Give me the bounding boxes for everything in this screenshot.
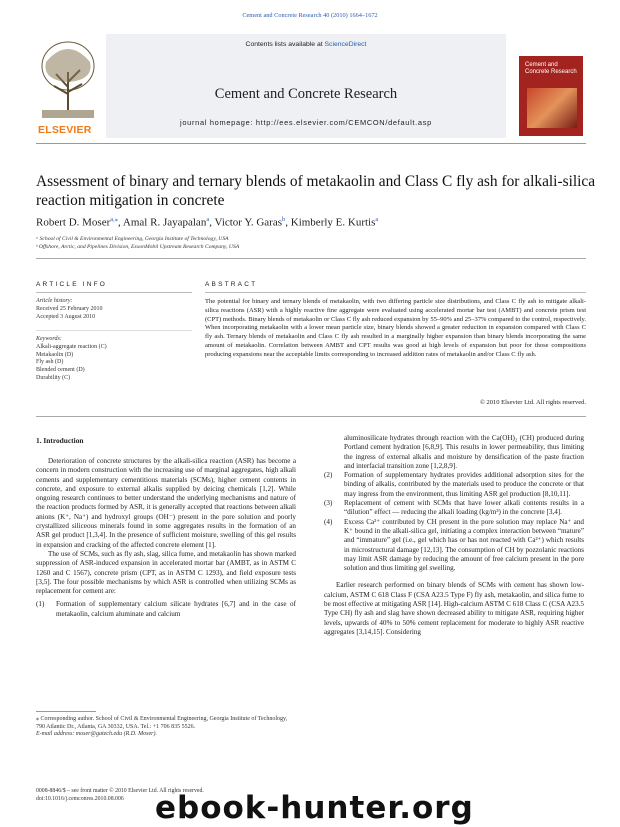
affiliation-b: ᵇ Offshore, Arctic, and Pipelines Division, ExxonMobil Upstream Research Company, USA — [36, 244, 240, 250]
history-label: Article history: — [36, 298, 73, 304]
divider — [36, 330, 192, 331]
list-item — [36, 600, 296, 619]
footnote — [36, 716, 296, 739]
email-address[interactable]: E-mail address: moser@gatech.edu (R.D. Moser). — [36, 731, 157, 738]
author-name: Amal R. Jayapalan — [122, 216, 207, 229]
author-list: Robert D. Moser$^{a,⁎}$, Amal R. Jayapalan$^a$, Victor Y. Garas$^b$, Kimberly E. Kurtis$^a$ — [36, 216, 379, 229]
journal-citation-line[interactable]: Cement and Concrete Research 40 (2010) 1664–1672 — [242, 12, 378, 19]
elsevier-tree-logo — [36, 32, 100, 134]
contents-prefix: Contents lists available at — [245, 41, 325, 48]
author-affiliation-marker[interactable]: b — [282, 216, 286, 223]
doi-link[interactable]: doi:10.1016/j.cemconres.2010.08.006 — [36, 795, 124, 802]
abstract-heading: ABSTRACT — [205, 281, 258, 288]
author-affiliation-marker[interactable]: a — [375, 216, 379, 223]
divider — [205, 292, 586, 293]
journal-title: Cement and Concrete Research — [214, 86, 398, 102]
list-number: (4) — [324, 517, 333, 526]
divider — [36, 416, 586, 417]
list-item — [324, 499, 584, 518]
keyword-item: Alkali-aggregate reaction (C) — [36, 343, 107, 350]
list-text: Formation of supplementary hydrates provides additional adsorption sites for the binding of alkalis, contributed by the materials used to produce the concrete or that may ingress from the environment, thus limiting ASR gel production [8,10,11]. — [344, 471, 584, 498]
sciencedirect-link[interactable]: ScienceDirect — [324, 41, 367, 48]
keywords-label: Keywords: — [36, 336, 62, 342]
list-number: (3) — [324, 499, 333, 508]
footnote-divider — [36, 711, 96, 712]
received-date: Received 25 February 2010 — [36, 305, 103, 312]
list-number: (2) — [324, 471, 333, 480]
article-info-heading: ARTICLE INFO — [36, 281, 108, 288]
accepted-date: Accepted 3 August 2010 — [36, 313, 96, 320]
author-name: Victor Y. Garas — [214, 216, 282, 229]
list-text: Formation of supplementary calcium silicate hydrates [6,7] and in the case of metakaolin, calcium aluminate and calcium — [56, 600, 296, 618]
keyword-item: Metakaolin (D) — [36, 351, 74, 358]
body-column-right — [324, 434, 584, 637]
list-text: Replacement of cement with SCMs that have lower alkali contents results in a “dilution” effect — reducing the alkali loading (kg/m³) in the concrete [3,4]. — [344, 499, 584, 517]
list-item — [324, 518, 584, 574]
list-item-continued — [324, 434, 584, 471]
keyword-item: Durability (C) — [36, 374, 71, 381]
cover-title: Cement and Concrete Research — [525, 62, 577, 75]
body-column-left — [36, 457, 296, 619]
corresponding-author-note: ⁎ Corresponding author. School of Civil & Environmental Engineering, Georgia Institute of Technology, 790 Atlantic Dr., Atlanta, GA 30332, USA. Tel.: +1 706 835 5526. — [36, 716, 288, 730]
watermark: ebook-hunter.org — [155, 790, 474, 826]
list-text: Excess Ca²⁺ contributed by CH present in the pore solution may replace Na⁺ and K⁺ bound in the alkali-silica gel, initiating a complex interaction between “mature” and “immature” gel (i.e., gel which has or has not reacted with Ca²⁺) which results in microstructural damage [12,13]. The consumption of CH by pozzolanic reactions may limit ASR damage by reducing the amount of free calcium present in the pore solution and thus limiting gel swelling. — [344, 517, 584, 573]
paragraph: Earlier research performed on binary blends of SCMs with cement has shown low-calcium, ASTM C 618 Class F (CSA A23.5 Type F) fly ash, metakaolin, and silica fume to be most effective at mitigating ASR [14]. High-calcium ASTM C 618 Class C (CSA A23.5 Type CH) fly ash and slag have shown decreased ability to mitigate ASR, requiring higher levels, upwards of 40% to 50% cement replacement for moderate to highly ASR reactive aggregates [3,14,15]. Considering — [324, 581, 584, 636]
paragraph: The use of SCMs, such as fly ash, slag, silica fume, and metakaolin has shown marked suppression of ASR-induced expansion in accelerated mortar bar (AMBT, as in ASTM C 1260 and C 1567), concrete prism (CPT, as in ASTM C 1293), and field exposure tests [3,5]. The four possible mechanisms by which ASR is controlled when utilizing SCMs as replacement for cement are: — [36, 549, 296, 596]
cover-artwork — [527, 88, 577, 128]
section-heading-introduction: 1. Introduction — [36, 436, 84, 445]
contents-line — [106, 41, 506, 48]
author-name: Kimberly E. Kurtis — [290, 216, 376, 229]
article-title: Assessment of binary and ternary blends of metakaolin and Class C fly ash for alkali-silica reaction mitigation in concrete — [36, 173, 596, 209]
keywords — [36, 336, 192, 383]
author-affiliation-marker[interactable]: a,⁎ — [110, 216, 119, 223]
keyword-item: Blended cement (D) — [36, 367, 85, 374]
list-text: aluminosilicate hydrates through reaction with the Ca(OH)₂ (CH) produced during Portland cement hydration [6,8,9]. This results in lower permeability, thus limiting the ingress of external alkalis and moisture by densification of the paste fraction and interfacial transition zone [1,2,8,9]. — [344, 434, 584, 470]
list-item — [324, 471, 584, 499]
copyright-notice: © 2010 Elsevier Ltd. All rights reserved. — [479, 399, 586, 406]
divider — [36, 292, 192, 293]
publisher-logo-text: ELSEVIER — [38, 124, 92, 136]
divider — [36, 258, 586, 259]
issn-line: 0008-8846/$ – see front matter © 2010 Elsevier Ltd. All rights reserved. — [36, 788, 204, 794]
list-number: (1) — [36, 600, 45, 609]
author-affiliation-marker[interactable]: a — [206, 216, 210, 223]
affiliation-a: ᵃ School of Civil & Environmental Engineering, Georgia Institute of Technology, USA — [36, 236, 229, 242]
paragraph: Deterioration of concrete structures by the alkali-silica reaction (ASR) has become a concern in modern construction with the increasing use of marginal aggregates, high alkali cements and supplementary cementitious materials (SCMs), higher cement contents in concrete, and exposure to external alkalis supplied by deicing chemicals [1,2]. While ongoing research continues to better understand the underlying mechanisms and nature of the reaction products formed by ASR, it is generally accepted that reactions between alkali anions (K⁺, Na⁺) and hydroxyl groups (OH⁻) present in the pore solution and poorly crystallized siliceous minerals found in some aggregates results in the formation of an ASR gel product [1,3,4]. In the presence of sufficient moisture, swelling of this gel results in expansion and cracking of the affected concrete element [1]. — [36, 457, 296, 549]
abstract-text: The potential for binary and ternary blends of metakaolin, with two differing particle size distributions, and Class C fly ash to mitigate alkali-silica reactions (ASR) with a highly reactive fine aggregate were evaluated using accelerated mortar bar test (AMBT) and concrete prism test (CPT) methods. Binary blends of metakaolin or Class C fly ash reduced expansion by 55–90% and 25–37% compared to the control, respectively. When incorporating metakaolin with a lower mean particle size, binary blends showed a greater reduction in expansion compared with Class C fly ash. Ternary blends of metakaolin and Class C fly ash resulted in a marginally higher expansion than binary blends incorporating the same amount of metakaolin. Correlation between AMBT and CPT results was good at high levels of expansion but poor for those compositions producing expansions near the acceptable limits corresponding to increased addition rates of metakaolin and/or Class C fly ash. — [205, 298, 586, 358]
article-history — [36, 298, 192, 321]
journal-homepage-link[interactable]: journal homepage: http://ees.elsevier.com/CEMCON/default.asp — [180, 118, 432, 127]
author-name: Robert D. Moser — [36, 216, 111, 229]
keyword-item: Fly ash (D) — [36, 359, 64, 366]
